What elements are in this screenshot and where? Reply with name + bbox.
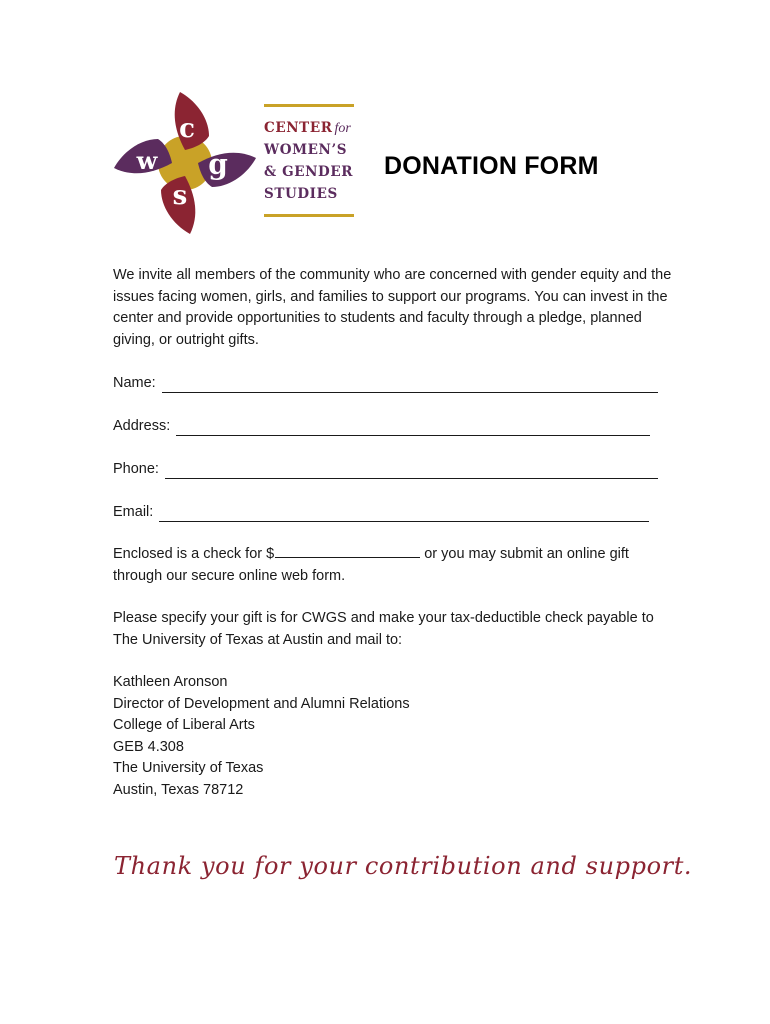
address-blank-line [176,421,650,436]
wordmark-line-gender: & GENDER [264,164,354,180]
phone-field [113,459,658,479]
logo-letter-g: g [208,148,228,181]
mailing-address [113,672,410,802]
mail-to-title: Director of Development and Alumni Relations [113,695,410,712]
cwgs-logo-svg [114,92,256,234]
check-paragraph [113,544,673,587]
wordmark-line-center [264,120,351,137]
wordmark-line-studies: STUDIES [264,186,338,202]
email-blank-line [159,507,649,522]
mail-to-name: Kathleen Aronson [113,674,228,690]
thank-you-message: Thank you for your contribution and support. [114,852,693,880]
wordmark-line-womens: WOMEN’S [264,142,348,158]
cwgs-wordmark [264,104,356,220]
mail-to-city: Austin, Texas 78712 [113,781,244,798]
email-field [113,502,649,522]
email-label: Email: [113,504,154,520]
address-field [113,416,650,436]
cwgs-logo-mark [114,92,256,234]
check-text-before: Enclosed is a check for $ [113,546,275,562]
logo-letter-w: w [136,146,158,175]
wordmark-for: for [334,121,351,136]
wordmark-bar-top [264,104,354,107]
check-text-after: or you may submit an online gift through our secure online web form. [113,546,629,584]
mail-to-university: The University of Texas [113,760,264,777]
name-label: Name: [113,375,156,391]
phone-blank-line [165,464,658,479]
document-title: DONATION FORM [384,152,599,180]
name-blank-line [162,378,658,393]
wordmark-center: CENTER [264,120,333,136]
wordmark-bar-bottom [264,214,354,217]
address-label: Address: [113,418,171,434]
mail-to-room: GEB 4.308 [113,738,184,755]
logo-letter-s: s [172,181,188,211]
intro-paragraph: We invite all members of the community who are concerned with gender equity and the issues facing women, girls, and families to support our programs. You can invest in the center and provide opportunities to students and faculty through a pledge, planned giving, or outright gifts. [113,267,672,348]
check-amount-blank [275,544,420,558]
phone-label: Phone: [113,461,159,477]
mail-to-college: College of Liberal Arts [113,717,255,734]
specify-paragraph: Please specify your gift is for CWGS and make your tax-deductible check payable to The University of Texas at Austin and mail to: [113,610,654,648]
logo-letter-c: c [179,114,195,144]
name-field [113,373,658,393]
